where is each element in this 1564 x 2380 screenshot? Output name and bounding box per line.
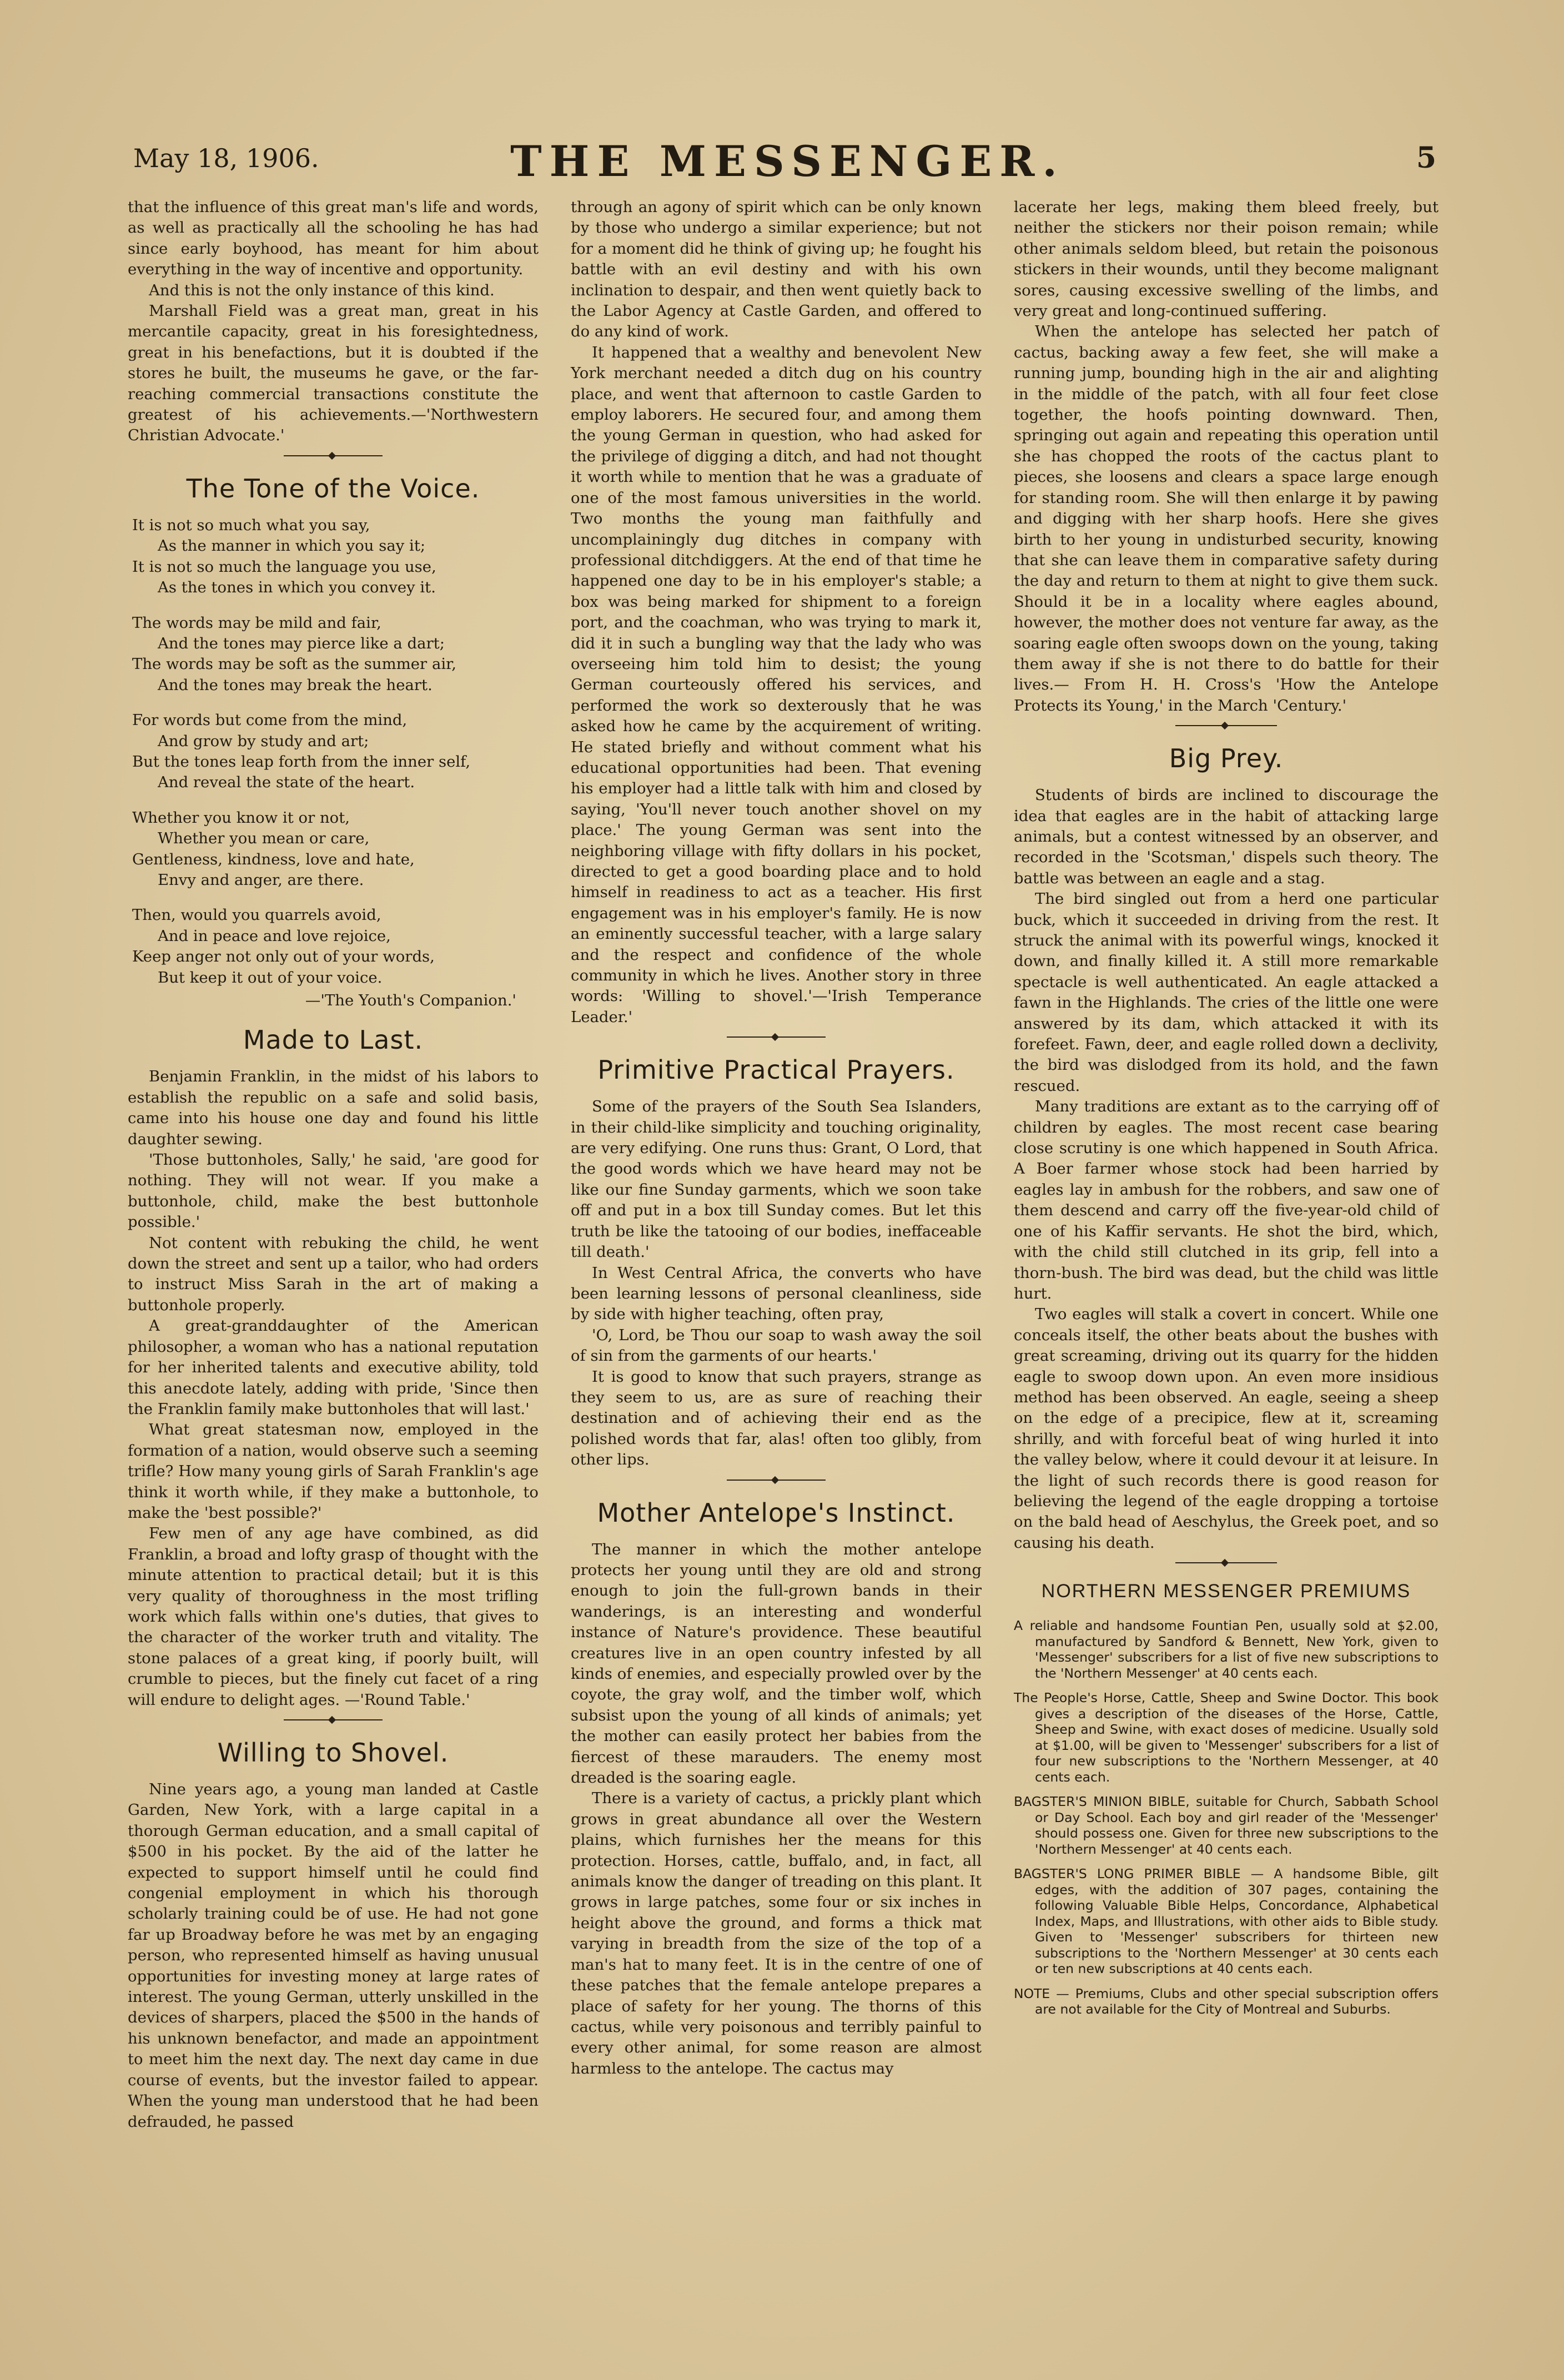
poem-line: The words may be mild and fair, [132, 613, 381, 632]
paragraph: lacerate her legs, making them bleed freely, but neither the stickers nor their poison remain; while other animals seldom bleed, but retain the poisonous stickers in their wounds, until they become malignant sores, causing excessive swelling of the limbs, and very great and long-continued suffering. [1014, 198, 1439, 320]
paragraph: Not content with rebuking the child, he went down the street and sent up a tailor, who had orders to instruct Miss Sarah in the art of making a buttonhole properly. [128, 1234, 539, 1314]
article-title-tone: The Tone of the Voice. [186, 473, 480, 504]
stanza [132, 515, 539, 598]
poem-line: Keep anger not only out of your words, [132, 948, 435, 966]
premiums-heading: NORTHERN MESSENGER PREMIUMS [1041, 1581, 1411, 1602]
paragraph: through an agony of spirit which can be only known by those who undergo a similar experience; but not for a moment did he think of giving up; he fought his battle with an evil destiny and with his own inclination to despair, and then went quietly back to the Labor Agency at Castle Garden, and offered to do any kind of work. [571, 198, 982, 341]
premium-item: The People's Horse, Cattle, Sheep and Swine Doctor. This book gives a description of the diseases of the Horse, Cattle, Sheep and Swine, with exact doses of medicine. Usually sold at $1.00, will be given to 'Messenger' subscribers for a list of four new subscriptions to the 'Northern Messenger, at 40 cents each. [1014, 1690, 1439, 1785]
premium-item: A reliable and handsome Fountian Pen, usually sold at $2.00, manufactured by Sandford & Bennett, New York, given to 'Messenger' subscribers for a list of five new subscriptions to the 'Northern Messenger' at 40 cents each. [1014, 1618, 1439, 1681]
paragraph: And this is not the only instance of this kind. [149, 281, 495, 299]
paragraph: It happened that a wealthy and benevolent New York merchant needed a ditch dug on his country place, and went that afternoon to castle Garden to employ laborers. He secured four, and among them the young German in question, who had asked for the privilege of digging a ditch, and had not thought it worth while to mention that he was a graduate of one of the most famous universities in the world. Two months the young man faithfully and uncomplainingly dug ditches in company with professional ditchdiggers. At the end of that time he happened one day to be in his employer's stable; a box was being marked for shipment to a foreign port, and the coachman, who was trying to mark it, did it in such a bungling way that the lady who was overseeing him told him to desist; the young German courteously offered his services, and performed the work so dexterously that he was asked how he came by the acquirement of writing. He stated briefly and without comment what his educational opportunities had been. That evening his employer had a little talk with him and closed by saying, 'You'll never touch another shovel on my place.' The young German was sent into the neighboring village with fifty dollars in his pocket, directed to get a good boarding place and to hold himself in readiness to act as a teacher. His first engagement was in his employer's family. He is now an eminently successful teacher, with a large salary and the respect and confidence of the whole community in which he lives. Another story in three words: 'Willing to shovel.'—'Irish Temperance Leader.' [571, 343, 982, 1026]
column-1 [128, 197, 539, 2132]
poem-line: The words may be soft as the summer air, [132, 655, 456, 673]
poem-line: For words but come from the mind, [132, 711, 408, 729]
section-divider [1014, 1559, 1439, 1567]
masthead [128, 133, 1447, 186]
paragraph: Some of the prayers of the South Sea Islanders, in their child-like simplicity and touching originality, are very edifying. One runs thus: Grant, O Lord, that the good words which we have heard may not be like our fine Sunday garments, which we soon take off and put in a box till Sunday comes. But let this truth be like the tatooing of our bodies, ineffaceable till death.' [571, 1098, 982, 1261]
paragraph: Many traditions are extant as to the carrying off of children by eagles. The most recent case bearing close scrutiny is one which happened in South Africa. A Boer farmer whose stock had been harried by eagles lay in ambush for the robbers, and saw one of them descend and carry off the five-year-old child of one of his Kaffir servants. He shot the bird, which, with the child still clutched in its grip, fell into a thorn-bush. The bird was dead, but the child was little hurt. [1014, 1098, 1439, 1302]
paragraph: Students of birds are inclined to discourage the idea that eagles are in the habit of attacking large animals, but a contest witnessed by an observer, and recorded in the 'Scotsman,' dispels such theory. The battle was between an eagle and a stag. [1014, 786, 1439, 887]
poem [132, 515, 539, 1012]
paragraph: 'Those buttonholes, Sally,' he said, 'are good for nothing. They will not wear. If you make a buttonhole, child, make the best buttonhole possible.' [128, 1151, 539, 1231]
paragraph: The bird singled out from a herd one particular buck, which it succeeded in driving from the rest. It struck the animal with its powerful wings, knocked it down, and finally killed it. A still more remarkable spectacle is well authenticated. An eagle attacked a fawn in the Highlands. The cries of the little one were answered by its dam, which attacked it with its forefeet. Fawn, deer, and eagle rolled down a declivity, the bird was dislodged from its hold, and the fawn rescued. [1014, 890, 1439, 1095]
poem-line: Whether you know it or not, [132, 808, 350, 827]
poem-line: Gentleness, kindness, love and hate, [132, 850, 415, 868]
poem-line: As the tones in which you convey it. [158, 578, 436, 597]
paragraph: Benjamin Franklin, in the midst of his labors to establish the republic on a safe and solid basis, came into his house one day and found his little daughter sewing. [128, 1068, 539, 1148]
premiums-list [1014, 1618, 1439, 2017]
paragraph: A great-granddaughter of the American philosopher, a woman who has a national reputation for her inherited talents and executive ability, told this anecdote lately, adding with pride, 'Since then the Franklin family make buttonholes that will last.' [128, 1317, 539, 1418]
stanza [132, 613, 539, 696]
poem-line: But the tones leap forth from the inner self, [132, 752, 471, 771]
article-title-antelope: Mother Antelope's Instinct. [597, 1497, 956, 1528]
poem-line: And the tones may break the heart. [158, 676, 433, 694]
attribution: —'The Youth's Companion.' [305, 992, 516, 1009]
article-title-made: Made to Last. [243, 1025, 424, 1055]
paragraph: In West Central Africa, the converts who have been learning lessons of personal cleanliness, side by side with higher teaching, often pray, [571, 1264, 982, 1324]
poem-line: Whether you mean or care, [158, 829, 370, 848]
poem-line: And the tones may pierce like a dart; [158, 634, 445, 652]
article-title-prayers: Primitive Practical Prayers. [597, 1055, 955, 1085]
poem-line: And in peace and love rejoice, [158, 927, 391, 945]
page-number: 5 [1416, 141, 1436, 175]
issue-date: May 18, 1906. [133, 143, 319, 173]
poem-line: Envy and anger, are there. [158, 871, 364, 889]
paragraph: 'O, Lord, be Thou our soap to wash away the soil of sin from the garments of our hearts.' [571, 1326, 982, 1365]
stanza [132, 905, 539, 988]
section-divider [571, 1033, 982, 1041]
section-divider [128, 1716, 539, 1724]
paragraph: Two eagles will stalk a covert in concert. While one conceals itself, the other beats about the bushes with great screaming, driving out its quarry for the hidden eagle to swoop down upon. An even more insidious method has been observed. An eagle, seeing a sheep on the edge of a precipice, flew at it, screaming shrilly, and with forceful beat of wing hurled it into the valley below, where it could devour it at leisure. In the light of such records there is good reason for believing the legend of the eagle dropping a tortoise on the bald head of Aeschylus, the Greek poet, and so causing his death. [1014, 1305, 1439, 1552]
poem-line: It is not so much what you say, [132, 516, 370, 534]
paragraph: It is good to know that such prayers, strange as they seem to us, are as sure of reaching their destination and of achieving their end as the polished words that far, alas! often too glibly, from other lips. [571, 1367, 982, 1469]
premium-item: BAGSTER'S MINION BIBLE, suitable for Church, Sabbath School or Day School. Each boy and girl reader of the 'Messenger' should possess one. Given for three new subscriptions to the 'Northern Messenger' at 40 cents each. [1014, 1794, 1439, 1857]
paragraph: Marshall Field was a great man, great in his mercantile capacity, great in his foresightedness, great in his benefactions, but it is doubted if the stores he built, the museums he gave, or the far-reaching commercial transactions constitute the greatest of his achievements.—'Northwestern Christian Advocate.' [128, 302, 539, 445]
column-3 [1014, 197, 1439, 2026]
poem-line: Then, would you quarrels avoid, [132, 906, 381, 924]
section-divider [571, 1476, 982, 1484]
section-divider [128, 452, 539, 460]
poem-line: It is not so much the language you use, [132, 557, 436, 576]
article-title-shovel: Willing to Shovel. [217, 1738, 449, 1768]
paragraph: When the antelope has selected her patch of cactus, backing away a few feet, she will make a running jump, bounding high in the air and alighting in the middle of the patch, with all four feet close together, the hoofs pointing downward. Then, springing out again and repeating this operation until she has chopped the roots of the cactus plant to pieces, she loosens and clears a space large enough for standing room. She will then enlarge it by pawing and digging with her sharp hoofs. Here she gives birth to her young in undisturbed security, knowing that she can leave them in comparative safety during the day and return to them at night to give them suck. Should it be in a locality where eagles abound, however, the mother does not venture far away, as the soaring eagle often swoops down on the young, taking them away if she is not there to do battle for their lives.— From H. H. Cross's 'How the Antelope Protects its Young,' in the March 'Century.' [1014, 323, 1439, 714]
paragraph: What great statesman now, employed in the formation of a nation, would observe such a seeming trifle? How many young girls of Sarah Franklin's age think it worth while, if they make a buttonhole, to make the 'best possible?' [128, 1421, 539, 1522]
poem-line: As the manner in which you say it; [158, 537, 426, 555]
paragraph: that the influence of this great man's life and words, as well as practically all the schooling he has had since early boyhood, has meant for him about everything in the way of incentive and opportunity. [128, 198, 539, 279]
column-2 [571, 197, 982, 2079]
stanza [132, 710, 539, 793]
section-divider [1014, 722, 1439, 729]
premium-item: NOTE — Premiums, Clubs and other special subscription offers are not available for the City of Montreal and Suburbs. [1014, 1985, 1439, 2017]
poem-line: But keep it out of your voice. [158, 968, 383, 987]
stanza [132, 808, 539, 891]
paragraph: There is a variety of cactus, a prickly plant which grows in great abundance all over the Western plains, which furnishes her the means for this protection. Horses, cattle, buffalo, and, in fact, all animals know the danger of treading on this plant. It grows in large patches, some four or six inches in height above the ground, and forms a thick mat varying in breadth from the size of the top of a man's hat to many feet. It is in the centre of one of these patches that the female antelope prepares a place of safety for her young. The thorns of this cactus, while very poisonous and terribly painful to every other animal, for some reason are almost harmless to the antelope. The cactus may [571, 1789, 982, 2077]
article-title-prey: Big Prey. [1169, 743, 1284, 774]
paragraph: Nine years ago, a young man landed at Castle Garden, New York, with a large capital in a thorough German education, and a small capital of $500 in his pocket. By the aid of the latter he expected to support himself until he could find congenial employment in which his thorough scholarly training could be of use. He had not gone far up Broadway before he was met by an engaging person, who represented himself as having unusual opportunities for investing money at large rates of interest. The young German, utterly unskilled in the devices of sharpers, placed the $500 in the hands of his unknown benefactor, and made an appointment to meet him the next day. The next day came in due course of events, but the investor failed to appear. When the young man understood that he had been defrauded, he passed [128, 1780, 539, 2131]
paragraph: Few men of any age have combined, as did Franklin, a broad and lofty grasp of thought with the minute attention to practical detail; but it is this very quality of thoroughness in the most trifling work which falls within one's duties, that gives to the character of the worker truth and vitality. The stone palaces of a great king, if poorly built, will crumble to pieces, but the finely cut facet of a ring will endure to delight ages. —'Round Table.' [128, 1524, 539, 1709]
poem-line: And reveal the state of the heart. [158, 773, 415, 792]
paragraph: The manner in which the mother antelope protects her young until they are old and strong enough to join the full-grown bands in their wanderings, is an interesting and wonderful instance of Nature's providence. These beautiful creatures live in an open country infested by all kinds of enemies, and especially prowled over by the coyote, the gray wolf, and the timber wolf, which subsist upon the young of all kinds of animals; yet the mother can easily protect her babies from the fiercest of these marauders. The enemy most dreaded is the soaring eagle. [571, 1540, 982, 1787]
poem-line: And grow by study and art; [158, 732, 369, 750]
newspaper-title: THE MESSENGER. [510, 137, 1065, 186]
premium-item: BAGSTER'S LONG PRIMER BIBLE — A handsome Bible, gilt edges, with the addition of 307 pages, containing the following Valuable Bible Helps, Concordance, Alphabetical Index, Maps, and Illustrations, with other aids to Bible study. Given to 'Messenger' subscribers for thirteen new subscriptions to the 'Northern Messenger' at 30 cents each or ten new subscriptions at 40 cents each. [1014, 1866, 1439, 1977]
